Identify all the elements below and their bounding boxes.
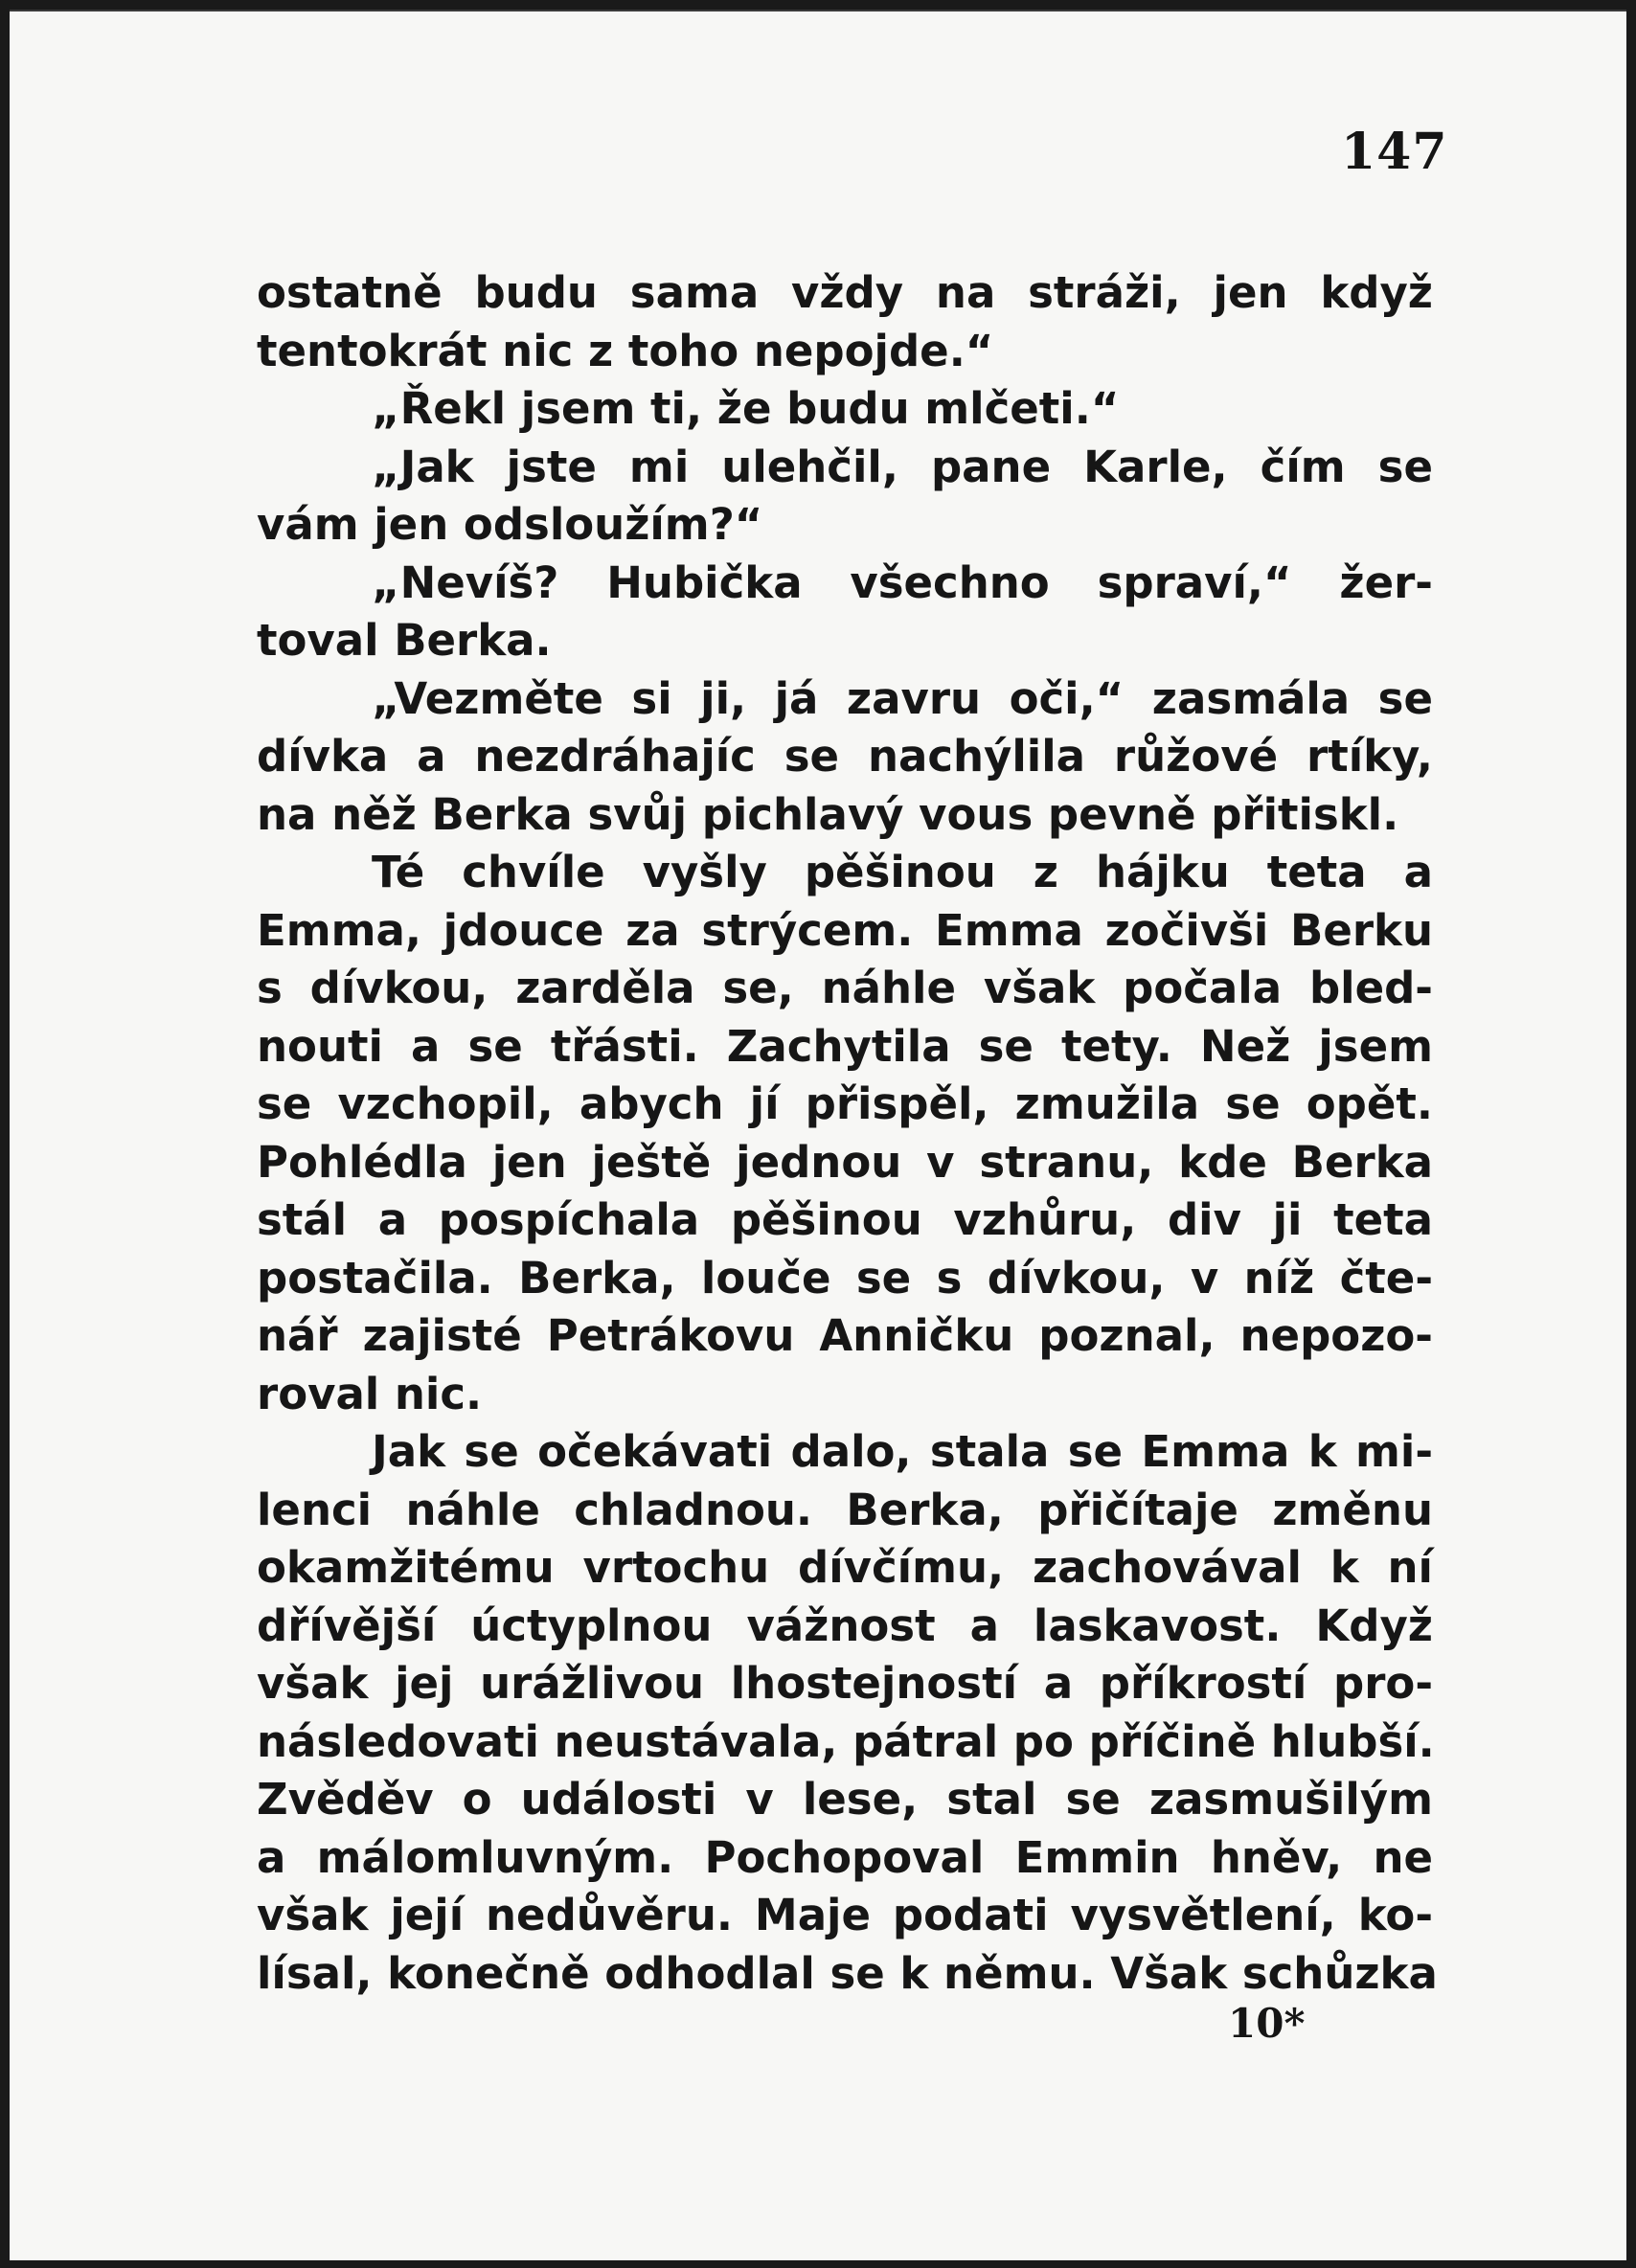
text-line: stál a pospíchala pěšinou vzhůru, div ji teta xyxy=(257,1194,1433,1245)
text-line: následovati neustávala, pátral po příčině hlubší. xyxy=(257,1715,1435,1767)
text-line: tentokrát nic z toho nepojde.“ xyxy=(257,325,994,376)
text-line: nář zajisté Petrákovu Anničku poznal, nepozo- xyxy=(257,1310,1433,1361)
text-line: s dívkou, zarděla se, náhle však počala bled- xyxy=(257,963,1433,1013)
body-text xyxy=(257,264,1438,2003)
text-line: lenci náhle chladnou. Berka, přičítaje změnu xyxy=(257,1484,1433,1535)
scan-edge-mark xyxy=(10,10,1626,11)
text-line: se vzchopil, abych jí přispěl, zmužila se opět. xyxy=(257,1078,1433,1129)
text-line: roval nic. xyxy=(257,1368,483,1419)
text-line: Zvěděv o události v lese, stal se zasmušilým xyxy=(257,1774,1433,1825)
text-line: na něž Berka svůj pichlavý vous pevně přitiskl. xyxy=(257,788,1399,840)
signature-mark: 10* xyxy=(1228,2000,1306,2047)
text-line: Emma, jdouce za strýcem. Emma zočivši Berku xyxy=(257,904,1433,956)
text-line: však její nedůvěru. Maje podati vysvětlení, ko- xyxy=(257,1890,1433,1940)
text-line: ostatně budu sama vždy na stráži, jen když xyxy=(257,267,1433,318)
text-line: okamžitému vrtochu dívčímu, zachovával k ní xyxy=(257,1542,1433,1593)
text-line: „Nevíš? Hubička všechno spraví,“ žer- xyxy=(372,556,1433,608)
text-line: „Jak jste mi ulehčil, pane Karle, čím se xyxy=(372,441,1433,492)
text-line: toval Berka. xyxy=(257,615,552,666)
text-line: Jak se očekávati dalo, stala se Emma k mi- xyxy=(372,1426,1433,1477)
text-line: „Vezměte si ji, já zavru oči,“ zasmála se xyxy=(372,672,1433,724)
text-line: vám jen odsloužím?“ xyxy=(257,499,763,550)
text-line: postačila. Berka, louče se s dívkou, v níž čte- xyxy=(257,1252,1433,1304)
text-line: dívka a nezdráhajíc se nachýlila růžové rtíky, xyxy=(257,731,1433,782)
text-line: dřívější úctyplnou vážnost a laskavost. Když xyxy=(257,1599,1433,1651)
text-line: „Řekl jsem ti, že budu mlčeti.“ xyxy=(372,383,1120,434)
text-line: Pohlédla jen ještě jednou v stranu, kde Berka xyxy=(257,1136,1433,1188)
text-line: a málomluvným. Pochopoval Emmin hněv, ne xyxy=(257,1831,1433,1883)
text-line: Té chvíle vyšly pěšinou z hájku teta a xyxy=(372,847,1433,897)
text-line: nouti a se třásti. Zachytila se tety. Než jsem xyxy=(257,1020,1433,1072)
page-number: 147 xyxy=(1341,123,1448,181)
text-line: však jej urážlivou lhostejností a příkrostí pro- xyxy=(257,1658,1433,1709)
book-page xyxy=(10,10,1626,2260)
text-line: lísal, konečně odhodlal se k němu. Však schůzka xyxy=(257,1947,1438,1999)
